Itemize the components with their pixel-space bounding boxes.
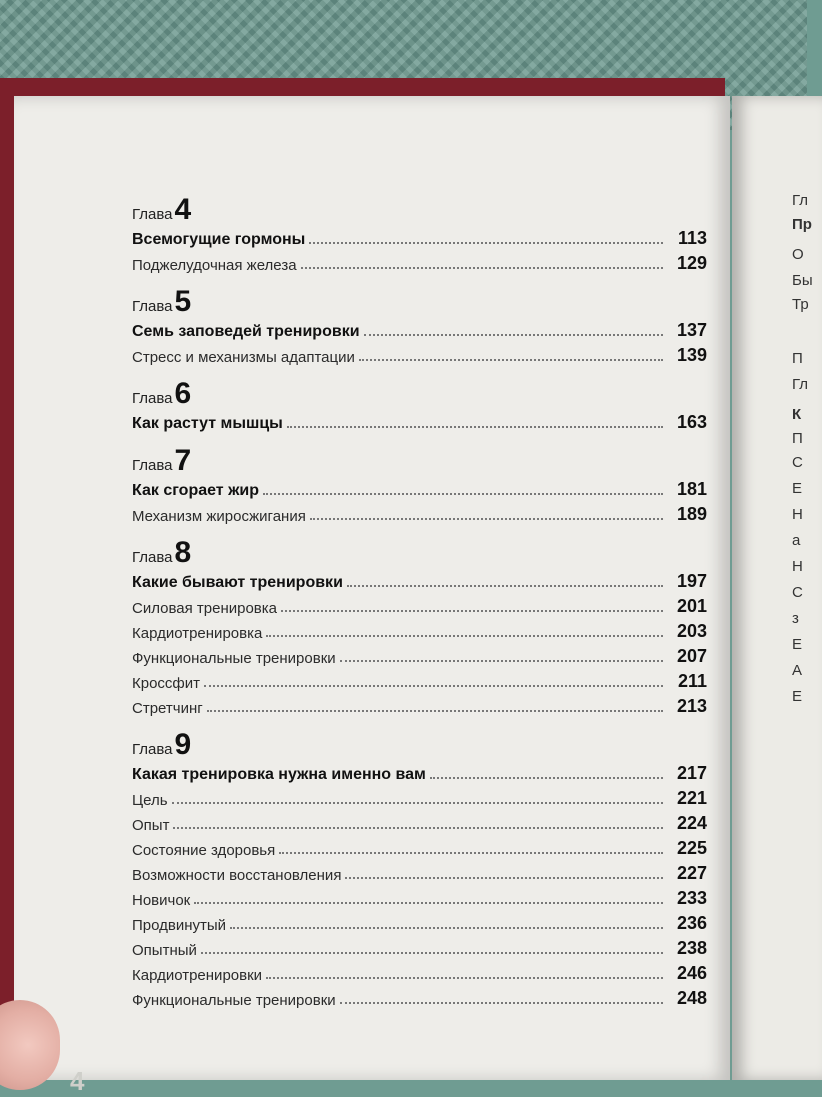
entry-title: Стресс и механизмы адаптации — [132, 349, 355, 366]
page-number: 4 — [70, 1066, 85, 1096]
entry-title: Кардиотренировка — [132, 625, 263, 642]
entry-page-number: 129 — [676, 253, 707, 273]
dot-leader — [263, 493, 663, 495]
right-page-fragment: а — [792, 532, 801, 549]
entry-title: Семь заповедей тренировки — [132, 323, 360, 340]
dot-leader — [172, 802, 663, 804]
entry-page-number: 201 — [676, 596, 707, 616]
entry-title: Состояние здоровья — [132, 842, 276, 859]
right-page-fragment: Пр — [792, 216, 812, 233]
entry-page-number: 221 — [676, 788, 707, 808]
right-page-fragment: С — [792, 454, 803, 471]
entry-page-number: 163 — [676, 412, 707, 432]
entry-title: Функциональные тренировки — [132, 992, 336, 1009]
entry-title: Возможности восстановления — [132, 867, 342, 884]
dot-leader — [340, 1002, 663, 1004]
entry-page-number: 217 — [676, 763, 707, 783]
entry-title: Силовая тренировка — [132, 600, 278, 617]
chapter-number: 4 — [174, 193, 192, 226]
chapter-heading — [132, 444, 707, 477]
dot-leader — [430, 777, 663, 779]
right-page-fragment: П — [792, 350, 803, 367]
dot-leader — [310, 518, 663, 520]
dot-leader — [364, 334, 663, 336]
dot-leader — [173, 827, 663, 829]
dot-leader — [230, 927, 663, 929]
section-row — [132, 834, 707, 859]
entry-title: Поджелудочная железа — [132, 257, 297, 274]
right-page-fragment: Гл — [792, 376, 809, 393]
right-page-fragment: П — [792, 430, 803, 447]
right-page-fragment: з — [792, 610, 799, 627]
entry-title: Опытный — [132, 942, 197, 959]
entry-page-number: 224 — [676, 813, 707, 833]
chapter-title-row — [132, 316, 707, 341]
dot-leader — [204, 685, 663, 687]
entry-page-number: 139 — [676, 345, 707, 365]
dot-leader — [359, 359, 663, 361]
section-row — [132, 667, 707, 692]
section-row — [132, 692, 707, 717]
dot-leader — [281, 610, 663, 612]
entry-page-number: 236 — [676, 913, 707, 933]
left-page — [14, 96, 730, 1096]
chapter-heading — [132, 377, 707, 410]
chapter-title-row — [132, 759, 707, 784]
chapter-label: Глава — [132, 457, 173, 474]
table-of-contents — [132, 193, 707, 1009]
right-page-fragment: Е — [792, 636, 803, 653]
chapter-number: 7 — [174, 444, 192, 477]
right-page-fragment: Бы — [792, 272, 813, 289]
entry-title: Кардиотренировки — [132, 967, 263, 984]
entry-page-number: 211 — [677, 671, 707, 691]
chapter-title-row — [132, 567, 707, 592]
entry-title: Как сгорает жир — [132, 482, 260, 499]
chapter-number: 6 — [174, 377, 192, 410]
dot-leader — [207, 710, 663, 712]
entry-page-number: 197 — [676, 571, 707, 591]
entry-page-number: 203 — [676, 621, 707, 641]
dot-leader — [201, 952, 663, 954]
entry-title: Механизм жиросжигания — [132, 508, 306, 525]
entry-page-number: 246 — [676, 963, 707, 983]
right-page-fragment: А — [792, 662, 803, 679]
entry-title: Какая тренировка нужна именно вам — [132, 766, 426, 783]
section-row — [132, 642, 707, 667]
chapter-heading — [132, 536, 707, 569]
chapter-label: Глава — [132, 206, 173, 223]
entry-page-number: 248 — [676, 988, 707, 1008]
entry-title: Новичок — [132, 892, 191, 909]
entry-title: Как растут мышцы — [132, 415, 283, 432]
chapter-number: 8 — [174, 536, 192, 569]
dot-leader — [266, 977, 663, 979]
section-row — [132, 617, 707, 642]
chapter-heading — [132, 728, 707, 761]
entry-title: Цель — [132, 792, 168, 809]
section-row — [132, 500, 707, 525]
entry-page-number: 227 — [676, 863, 707, 883]
chapter-label: Глава — [132, 741, 173, 758]
entry-title: Всемогущие гормоны — [132, 231, 306, 248]
dot-leader — [194, 902, 663, 904]
dot-leader — [266, 635, 663, 637]
entry-page-number: 233 — [676, 888, 707, 908]
entry-title: Кроссфит — [132, 675, 201, 692]
dot-leader — [340, 660, 663, 662]
right-page — [732, 96, 822, 1080]
dot-leader — [309, 242, 663, 244]
entry-title: Функциональные тренировки — [132, 650, 336, 667]
dot-leader — [345, 877, 663, 879]
section-row — [132, 959, 707, 984]
right-page-fragment: К — [792, 406, 802, 423]
chapter-heading — [132, 193, 707, 226]
entry-page-number: 113 — [677, 228, 707, 248]
entry-page-number: 213 — [676, 696, 707, 716]
chapter-label: Глава — [132, 390, 173, 407]
section-row — [132, 341, 707, 366]
right-page-fragment: Е — [792, 480, 803, 497]
dot-leader — [301, 267, 663, 269]
section-row — [132, 809, 707, 834]
section-row — [132, 884, 707, 909]
entry-title: Какие бывают тренировки — [132, 574, 343, 591]
section-row — [132, 249, 707, 274]
chapter-heading — [132, 285, 707, 318]
entry-page-number: 225 — [676, 838, 707, 858]
entry-page-number: 207 — [676, 646, 707, 666]
right-page-fragment: Н — [792, 558, 803, 575]
entry-page-number: 189 — [676, 504, 707, 524]
section-row — [132, 934, 707, 959]
right-page-fragment: Е — [792, 688, 803, 705]
chapter-number: 9 — [174, 728, 192, 761]
right-page-fragment: С — [792, 584, 803, 601]
section-row — [132, 592, 707, 617]
chapter-title-row — [132, 224, 707, 249]
chapter-title-row — [132, 408, 707, 433]
right-page-fragment: Н — [792, 506, 803, 523]
chapter-label: Глава — [132, 298, 173, 315]
entry-page-number: 181 — [676, 479, 707, 499]
section-row — [132, 984, 707, 1009]
entry-title: Стретчинг — [132, 700, 203, 717]
dot-leader — [279, 852, 663, 854]
chapter-title-row — [132, 475, 707, 500]
right-page-fragment: Тр — [792, 296, 809, 313]
entry-title: Продвинутый — [132, 917, 227, 934]
section-row — [132, 909, 707, 934]
section-row — [132, 784, 707, 809]
chapter-label: Глава — [132, 549, 173, 566]
entry-title: Опыт — [132, 817, 170, 834]
section-row — [132, 859, 707, 884]
right-page-fragment: О — [792, 246, 804, 263]
dot-leader — [287, 426, 663, 428]
right-page-fragment: Гл — [792, 192, 809, 209]
entry-page-number: 238 — [676, 938, 707, 958]
entry-page-number: 137 — [676, 320, 707, 340]
chapter-number: 5 — [174, 285, 192, 318]
dot-leader — [347, 585, 663, 587]
